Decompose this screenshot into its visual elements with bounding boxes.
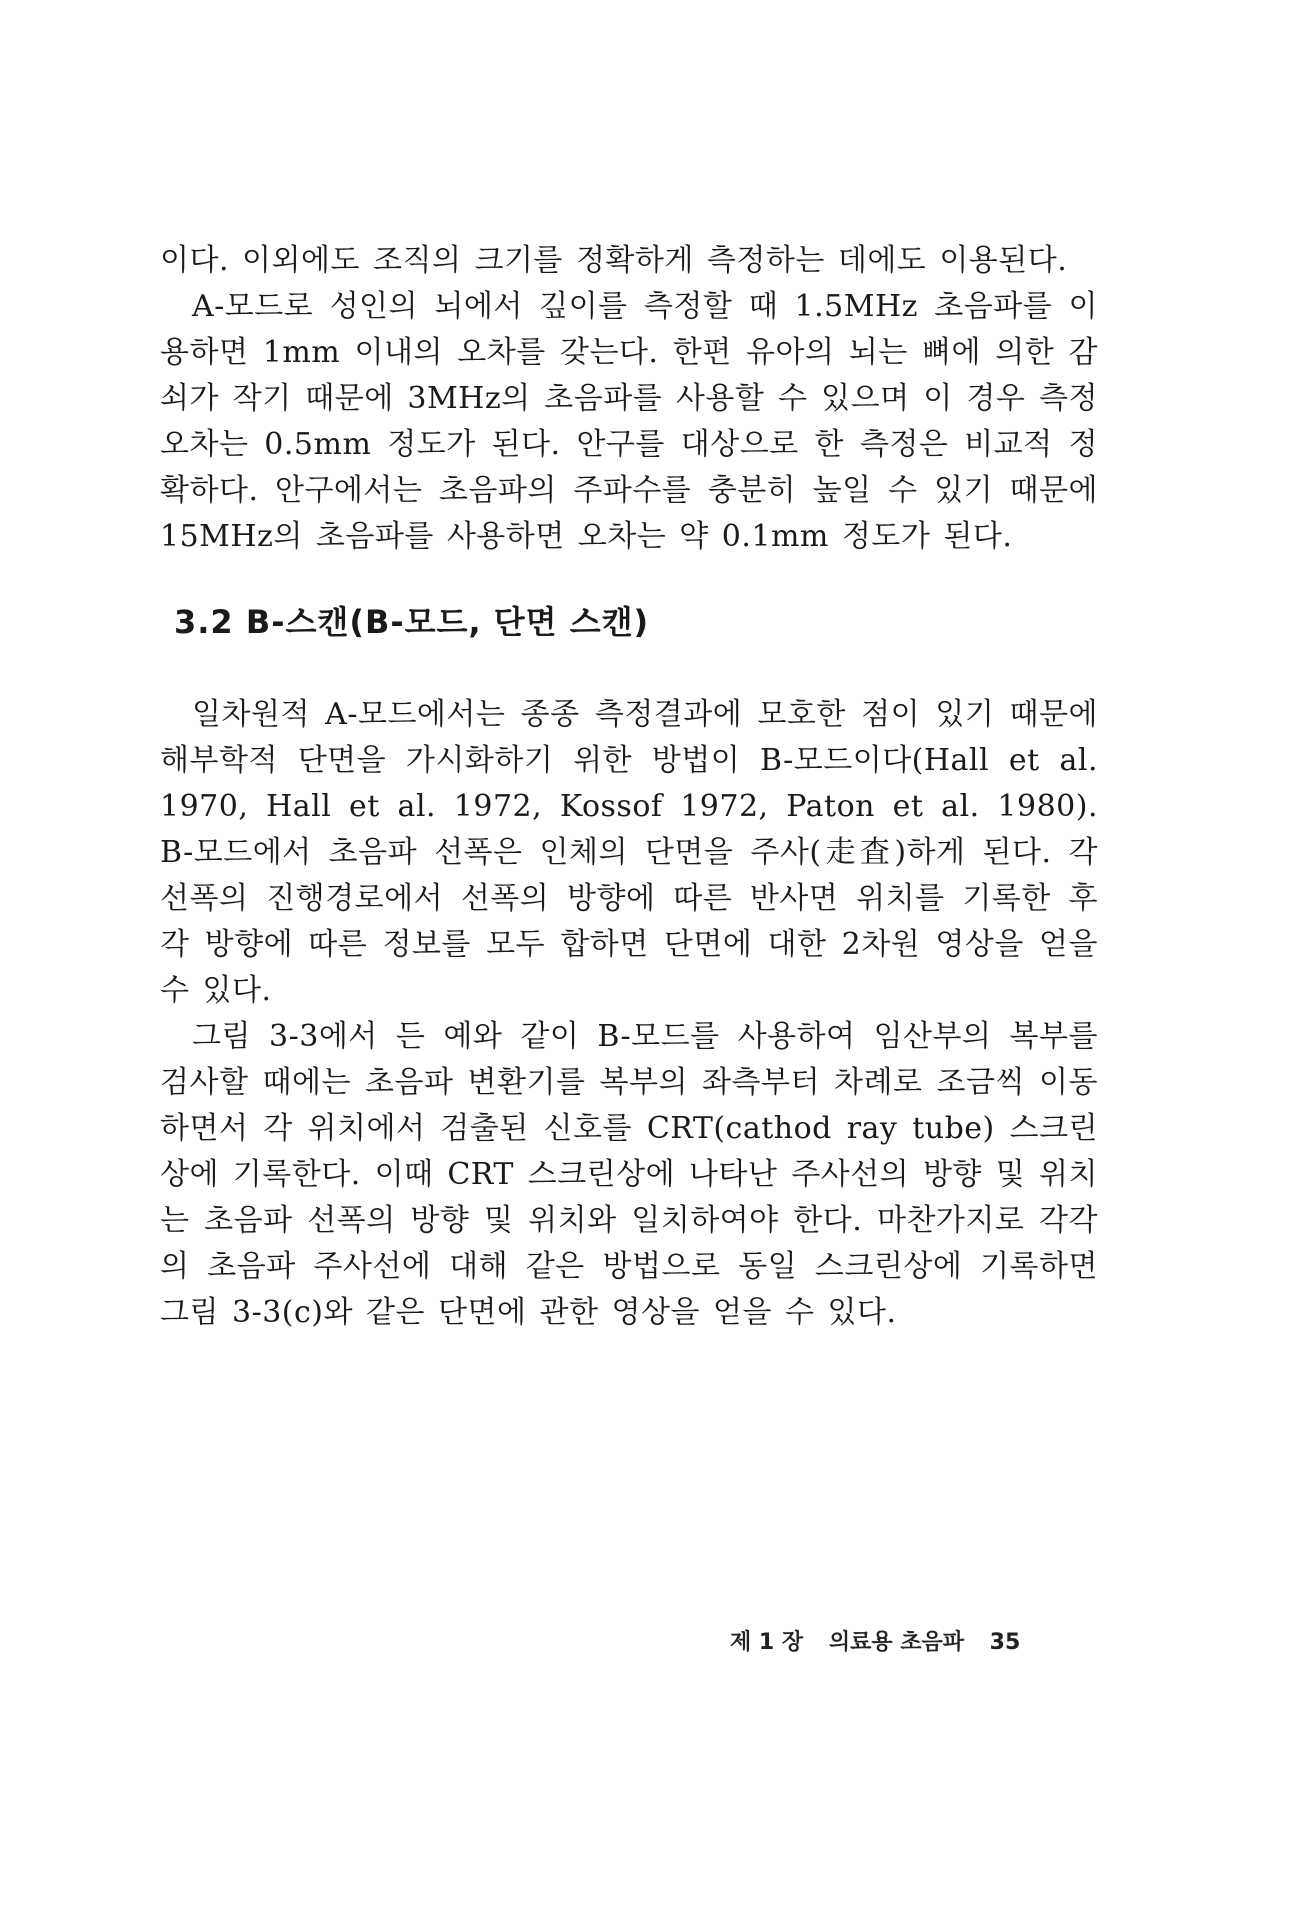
paragraph-b-mode-example: 그림 3-3에서 든 예와 같이 B-모드를 사용하여 임산부의 복부를 검사할 때에는 초음파 변환기를 복부의 좌측부터 차례로 조금씩 이동하면서 각 위치에서 검출된 신호를 CRT(cathod ray tube) 스크린상에 기록한다. 이때 CRT 스크린상에 나타난 주사선의 방향 및 위치는 초음파 선폭의 방향 및 위치와 일치하여야 한다. 마찬가지로 각각의 초음파 주사선에 대해 같은 방법으로 동일 스크린상에 기록하면 그림 3-3(c)와 같은 단면에 관한 영상을 얻을 수 있다.: [160, 1019, 1098, 1330]
page-footer: [730, 1625, 1020, 1656]
paragraph-a-mode-accuracy: A-모드로 성인의 뇌에서 깊이를 측정할 때 1.5MHz 초음파를 이용하면 1mm 이내의 오차를 갖는다. 한편 유아의 뇌는 뼈에 의한 감쇠가 작기 때문에 3MHz의 초음파를 사용할 수 있으며 이 경우 측정 오차는 0.5mm 정도가 된다. 안구를 대상으로 한 측정은 비교적 정확하다. 안구에서는 초음파의 주파수를 충분히 높일 수 있기 때문에 15MHz의 초음파를 사용하면 오차는 약 0.1mm 정도가 된다.: [160, 289, 1098, 554]
paragraph-continuation: 이다. 이외에도 조직의 크기를 정확하게 측정하는 데에도 이용된다.: [160, 243, 1068, 278]
page-number: 35: [989, 1630, 1021, 1655]
section-heading: 3.2 B-스캔(B-모드, 단면 스캔): [174, 603, 650, 641]
page-body: [160, 238, 1098, 1336]
footer-title: 의료용 초음파: [828, 1630, 964, 1655]
footer-chapter: 제 1 장: [730, 1630, 804, 1655]
paragraph-b-mode-intro: 일차원적 A-모드에서는 종종 측정결과에 모호한 점이 있기 때문에 해부학적 단면을 가시화하기 위한 방법이 B-모드이다(Hall et al. 1970, Hall et al. 1972, Kossof 1972, Paton et al. 1980). B-모드에서 초음파 선폭은 인체의 단면을 주사(走査)하게 된다. 각 선폭의 진행경로에서 선폭의 방향에 따른 반사면 위치를 기록한 후 각 방향에 따른 정보를 모두 합하면 단면에 대한 2차원 영상을 얻을 수 있다.: [160, 697, 1098, 1008]
